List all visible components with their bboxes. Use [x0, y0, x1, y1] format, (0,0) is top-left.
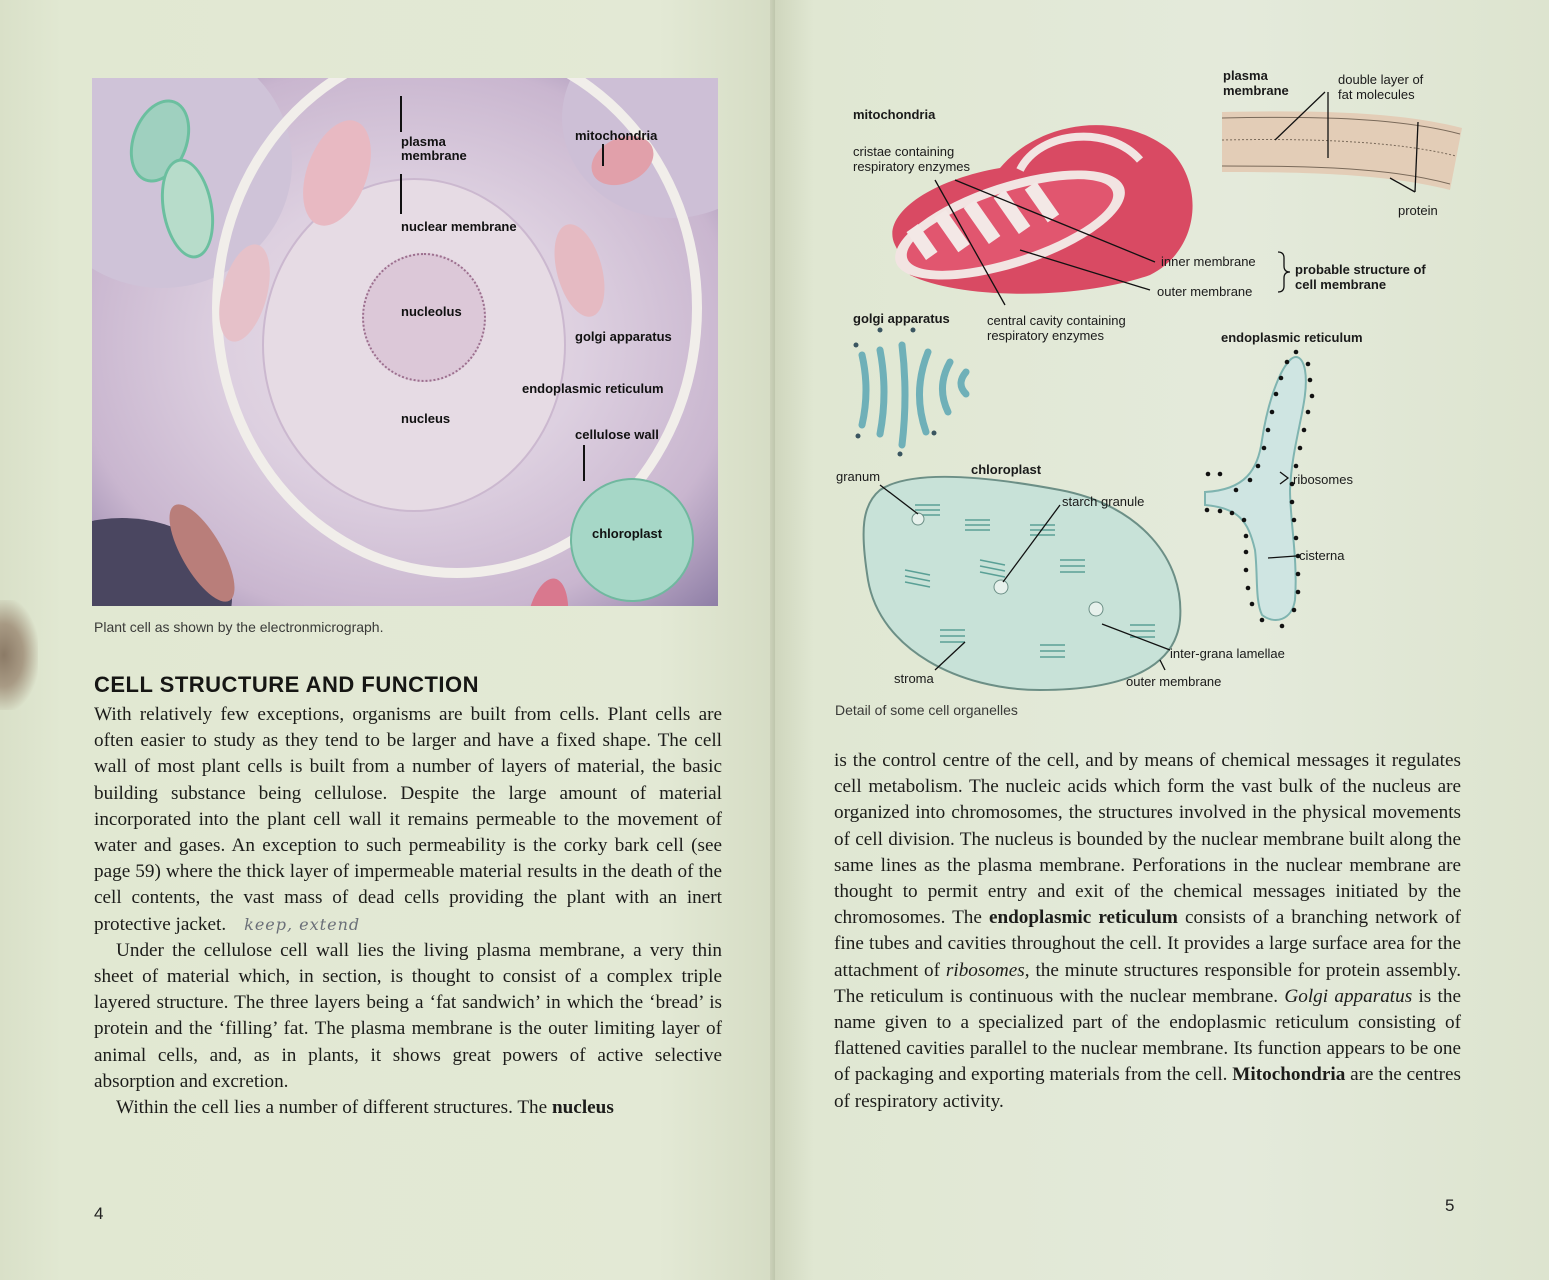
- label-granum: granum: [836, 469, 881, 484]
- label-inter-grana: inter-grana lamellae: [1170, 646, 1285, 661]
- figure-caption-left: Plant cell as shown by the electronmicrograph.: [94, 619, 384, 635]
- left-body-text: [94, 702, 722, 1121]
- page-stain: [0, 600, 38, 710]
- plasma-membrane-pointer: [400, 96, 402, 132]
- label-nucleolus: nucleolus: [401, 304, 462, 319]
- label-double-layer: double layer of fat molecules: [1338, 72, 1424, 102]
- section-heading: CELL STRUCTURE AND FUNCTION: [94, 672, 480, 697]
- label-nuclear-membrane: nuclear membrane: [401, 219, 517, 234]
- plant-cell-illustration: [92, 78, 718, 606]
- label-cellulose-wall: cellulose wall: [575, 427, 659, 442]
- label-outer-membrane-chloro: outer membrane: [1126, 674, 1222, 689]
- cellulose-wall-pointer: [583, 445, 585, 481]
- label-outer-membrane-mito: outer membrane: [1157, 284, 1253, 299]
- label-plasma-membrane-title: plasma membrane: [1223, 68, 1289, 98]
- page-number-right: 5: [1445, 1196, 1455, 1215]
- nuclear-membrane-pointer: [400, 174, 402, 214]
- label-ribosomes: ribosomes: [1293, 472, 1353, 487]
- label-mitochondria: mitochondria: [575, 128, 658, 143]
- label-cristae: cristae containing respiratory enzymes: [853, 144, 971, 174]
- label-endoplasmic-reticulum: endoplasmic reticulum: [522, 381, 664, 396]
- label-golgi-apparatus: golgi apparatus: [575, 329, 672, 344]
- paragraph-continued: is the control centre of the cell, and by means of chemical messages it regulates cell metabolism. The nucleic acids which form the vast bulk of the nucleus are organized into chromosomes, the structures involved in the physical movements of cell division. The nucleus is bounded by the nuclear membrane built along the same lines as the plasma membrane. Perforations in the nuclear membrane are thought to permit entry and exit of the chemical messages initiated by the chromosomes. The endoplasmic reticulum consists of a branching network of fine tubes and cavities throughout the cell. It provides a large surface area for the attachment of ribosomes, the minute structures responsible for protein assembly. The reticulum is continuous with the nuclear membrane. Golgi apparatus is the name given to a specialized part of the endoplasmic reticulum consisting of flattened cavities parallel to the nuclear membrane. Its function appears to be one of packaging and exporting materials from the cell. Mitochondria are the centres of respiratory activity.: [834, 750, 1462, 1112]
- paragraph-2: Under the cellulose cell wall lies the living plasma membrane, a very thin sheet of material which, in section, is thought to consist of a complex triple layered structure. The three layers being a ‘fat sandwich’ in which the ‘bread’ is protein and the ‘filling’ fat. The plasma membrane is the outer limiting layer of animal cells, and, as in plants, it shows great powers of active selective absorption and excretion.: [94, 939, 722, 1092]
- label-stroma: stroma: [894, 671, 934, 686]
- paragraph-1: With relatively few exceptions, organisms are built from cells. Plant cells are often easier to study as they tend to be larger and have a fixed shape. The cell wall of most plant cells is built from a number of layers of material, the basic building substance being cellulose. Despite the large amount of material incorporated into the plant cell wall it remains permeable to the movement of water and gases. An exception to such permeability is the corky bark cell (see page 59) where the thick layer of impermeable material results in the death of the cell contents, the vast mass of dead cells providing the plant with an inert protective jacket. keep, extend: [94, 704, 722, 935]
- handwritten-note: keep, extend: [244, 914, 361, 934]
- label-chloroplast-title: chloroplast: [971, 462, 1042, 477]
- page-number-left: 4: [94, 1204, 104, 1223]
- label-protein: protein: [1398, 203, 1438, 218]
- right-body-text: [834, 748, 1461, 1115]
- golgi-drawing: [862, 345, 966, 445]
- right-page: [775, 0, 1549, 1280]
- label-probable-structure: probable structure of cell membrane: [1295, 262, 1426, 292]
- label-mitochondria-title: mitochondria: [853, 107, 936, 122]
- label-nucleus: nucleus: [401, 411, 451, 426]
- figure-caption-right: Detail of some cell organelles: [835, 702, 1018, 718]
- label-golgi-title: golgi apparatus: [853, 311, 950, 326]
- er-drawing: [1205, 350, 1315, 629]
- mitochondria-pointer: [602, 144, 604, 166]
- label-plasma-membrane: plasma membrane: [401, 134, 467, 163]
- label-inner-membrane: inner membrane: [1161, 254, 1256, 269]
- label-cisterna: cisterna: [1299, 548, 1345, 563]
- paragraph-3: Within the cell lies a number of different structures. The nucleus: [116, 1097, 614, 1119]
- label-chloroplast: chloroplast: [592, 526, 663, 541]
- label-er-title: endoplasmic reticulum: [1221, 330, 1363, 345]
- label-central-cavity: central cavity containing respiratory enzymes: [987, 313, 1126, 343]
- label-starch-granule: starch granule: [1062, 494, 1145, 509]
